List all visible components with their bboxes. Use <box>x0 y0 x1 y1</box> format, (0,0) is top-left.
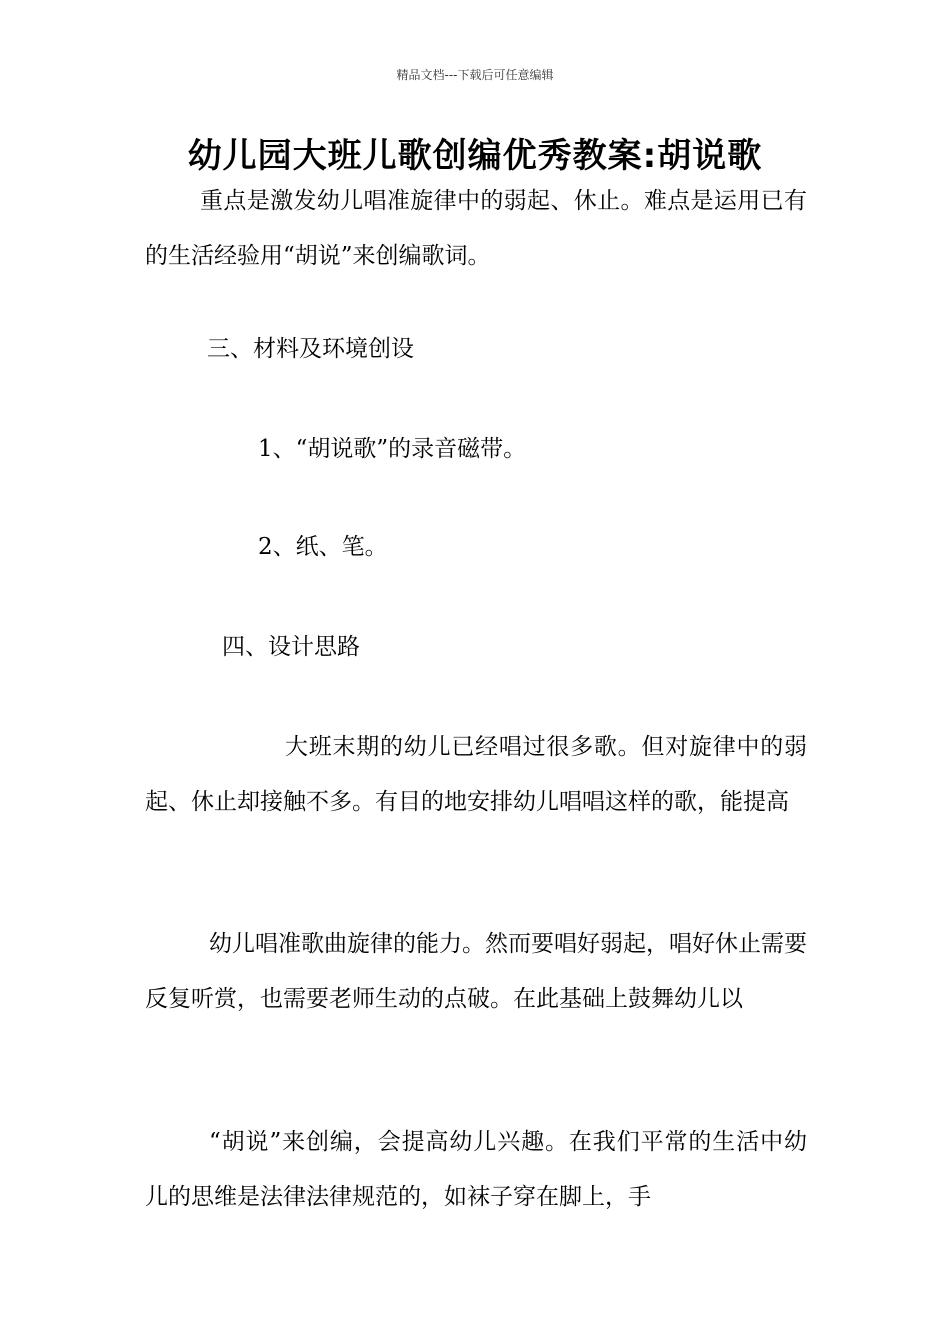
list-item-paper-pen: 2、纸、笔。 <box>258 534 388 560</box>
document-title: 幼儿园大班儿歌创编优秀教案:胡说歌 <box>187 136 763 176</box>
section-heading-materials: 三、材料及环境创设 <box>207 336 414 362</box>
paragraph-design-1: 大班末期的幼儿已经唱过很多歌。但对旋律中的弱起、休止却接触不多。有目的地安排幼儿唱唱这样的歌，能提高 <box>145 734 807 815</box>
section-heading-design: 四、设计思路 <box>222 634 360 660</box>
paragraph-design-3: “胡说”来创编，会提高幼儿兴趣。在我们平常的生活中幼儿的思维是法律法律规范的，如袜子穿在脚上，手 <box>145 1129 807 1210</box>
list-item-tape: 1、“胡说歌”的录音磁带。 <box>258 436 527 462</box>
paragraph-design-2: 幼儿唱准歌曲旋律的能力。然而要唱好弱起，唱好休止需要反复听赏，也需要老师生动的点破。在此基础上鼓舞幼儿以 <box>145 931 807 1012</box>
header-note: 精品文档---下载后可任意编辑 <box>396 68 554 82</box>
paragraph-key-points: 重点是激发幼儿唱准旋律中的弱起、休止。难点是运用已有的生活经验用“胡说”来创编歌词。 <box>145 188 807 269</box>
